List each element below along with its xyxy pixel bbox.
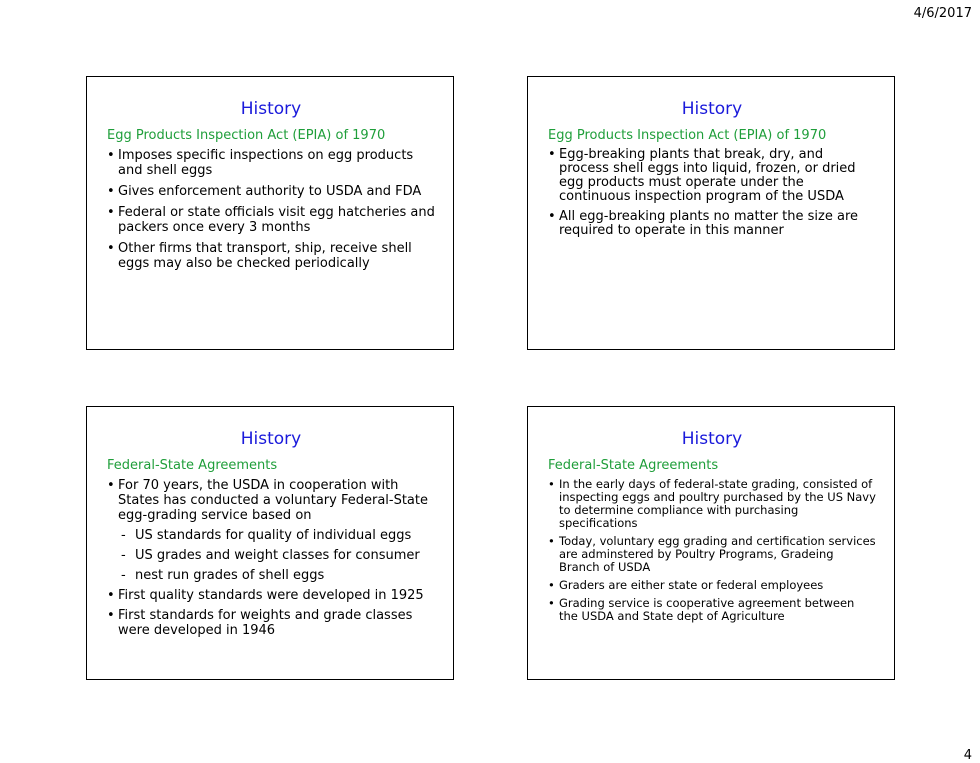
bullet-item: • All egg-breaking plants no matter the size are required to operate in this manner <box>548 210 876 238</box>
slide-subtitle: Federal-State Agreements <box>107 458 278 473</box>
slide-subtitle: Egg Products Inspection Act (EPIA) of 1970 <box>107 128 386 143</box>
slide-title: History <box>240 99 302 119</box>
bullet-item: • Imposes specific inspections on egg products and shell eggs <box>107 148 435 178</box>
slide-subtitle: Federal-State Agreements <box>548 458 719 473</box>
bullet-item: • Other firms that transport, ship, receive shell eggs may also be checked periodically <box>107 241 435 271</box>
slide-subtitle: Egg Products Inspection Act (EPIA) of 1970 <box>548 128 827 143</box>
bullet-item: • Grading service is cooperative agreement between the USDA and State dept of Agriculture <box>548 597 876 623</box>
bullet-item: • For 70 years, the USDA in cooperation with States has conducted a voluntary Federal-State egg-grading service based on <box>107 478 435 523</box>
slide-title: History <box>240 429 302 449</box>
bullet-list <box>107 478 435 638</box>
bullet-item: • Egg-breaking plants that break, dry, and process shell eggs into liquid, frozen, or dried egg products must operate under the continuous inspection program of the USDA <box>548 148 876 204</box>
bullet-item: • Gives enforcement authority to USDA and FDA <box>107 184 435 199</box>
slide-title: History <box>681 99 743 119</box>
sub-bullet-item: - nest run grades of shell eggs <box>107 568 435 583</box>
slide-4 <box>527 406 895 680</box>
slide-2 <box>527 76 895 350</box>
page-date: 4/6/2017 <box>913 6 972 21</box>
sub-bullet-item: - US standards for quality of individual eggs <box>107 528 435 543</box>
bullet-item: • In the early days of federal-state grading, consisted of inspecting eggs and poultry purchased by the US Navy to determine compliance with purchasing specifications <box>548 478 876 530</box>
bullet-list <box>548 478 876 623</box>
bullet-item: • Today, voluntary egg grading and certification services are adminstered by Poultry Programs, Gradeing Branch of USDA <box>548 535 876 574</box>
slide-1 <box>86 76 454 350</box>
bullet-item: • Graders are either state or federal employees <box>548 579 876 592</box>
slide-3 <box>86 406 454 680</box>
bullet-list <box>548 148 876 238</box>
bullet-item: • Federal or state officials visit egg hatcheries and packers once every 3 months <box>107 205 435 235</box>
bullet-item: • First standards for weights and grade classes were developed in 1946 <box>107 608 435 638</box>
page-number: 4 <box>963 748 972 763</box>
slide-title: History <box>681 429 743 449</box>
sub-bullet-item: - US grades and weight classes for consumer <box>107 548 435 563</box>
bullet-list <box>107 148 435 271</box>
bullet-item: • First quality standards were developed in 1925 <box>107 588 435 603</box>
